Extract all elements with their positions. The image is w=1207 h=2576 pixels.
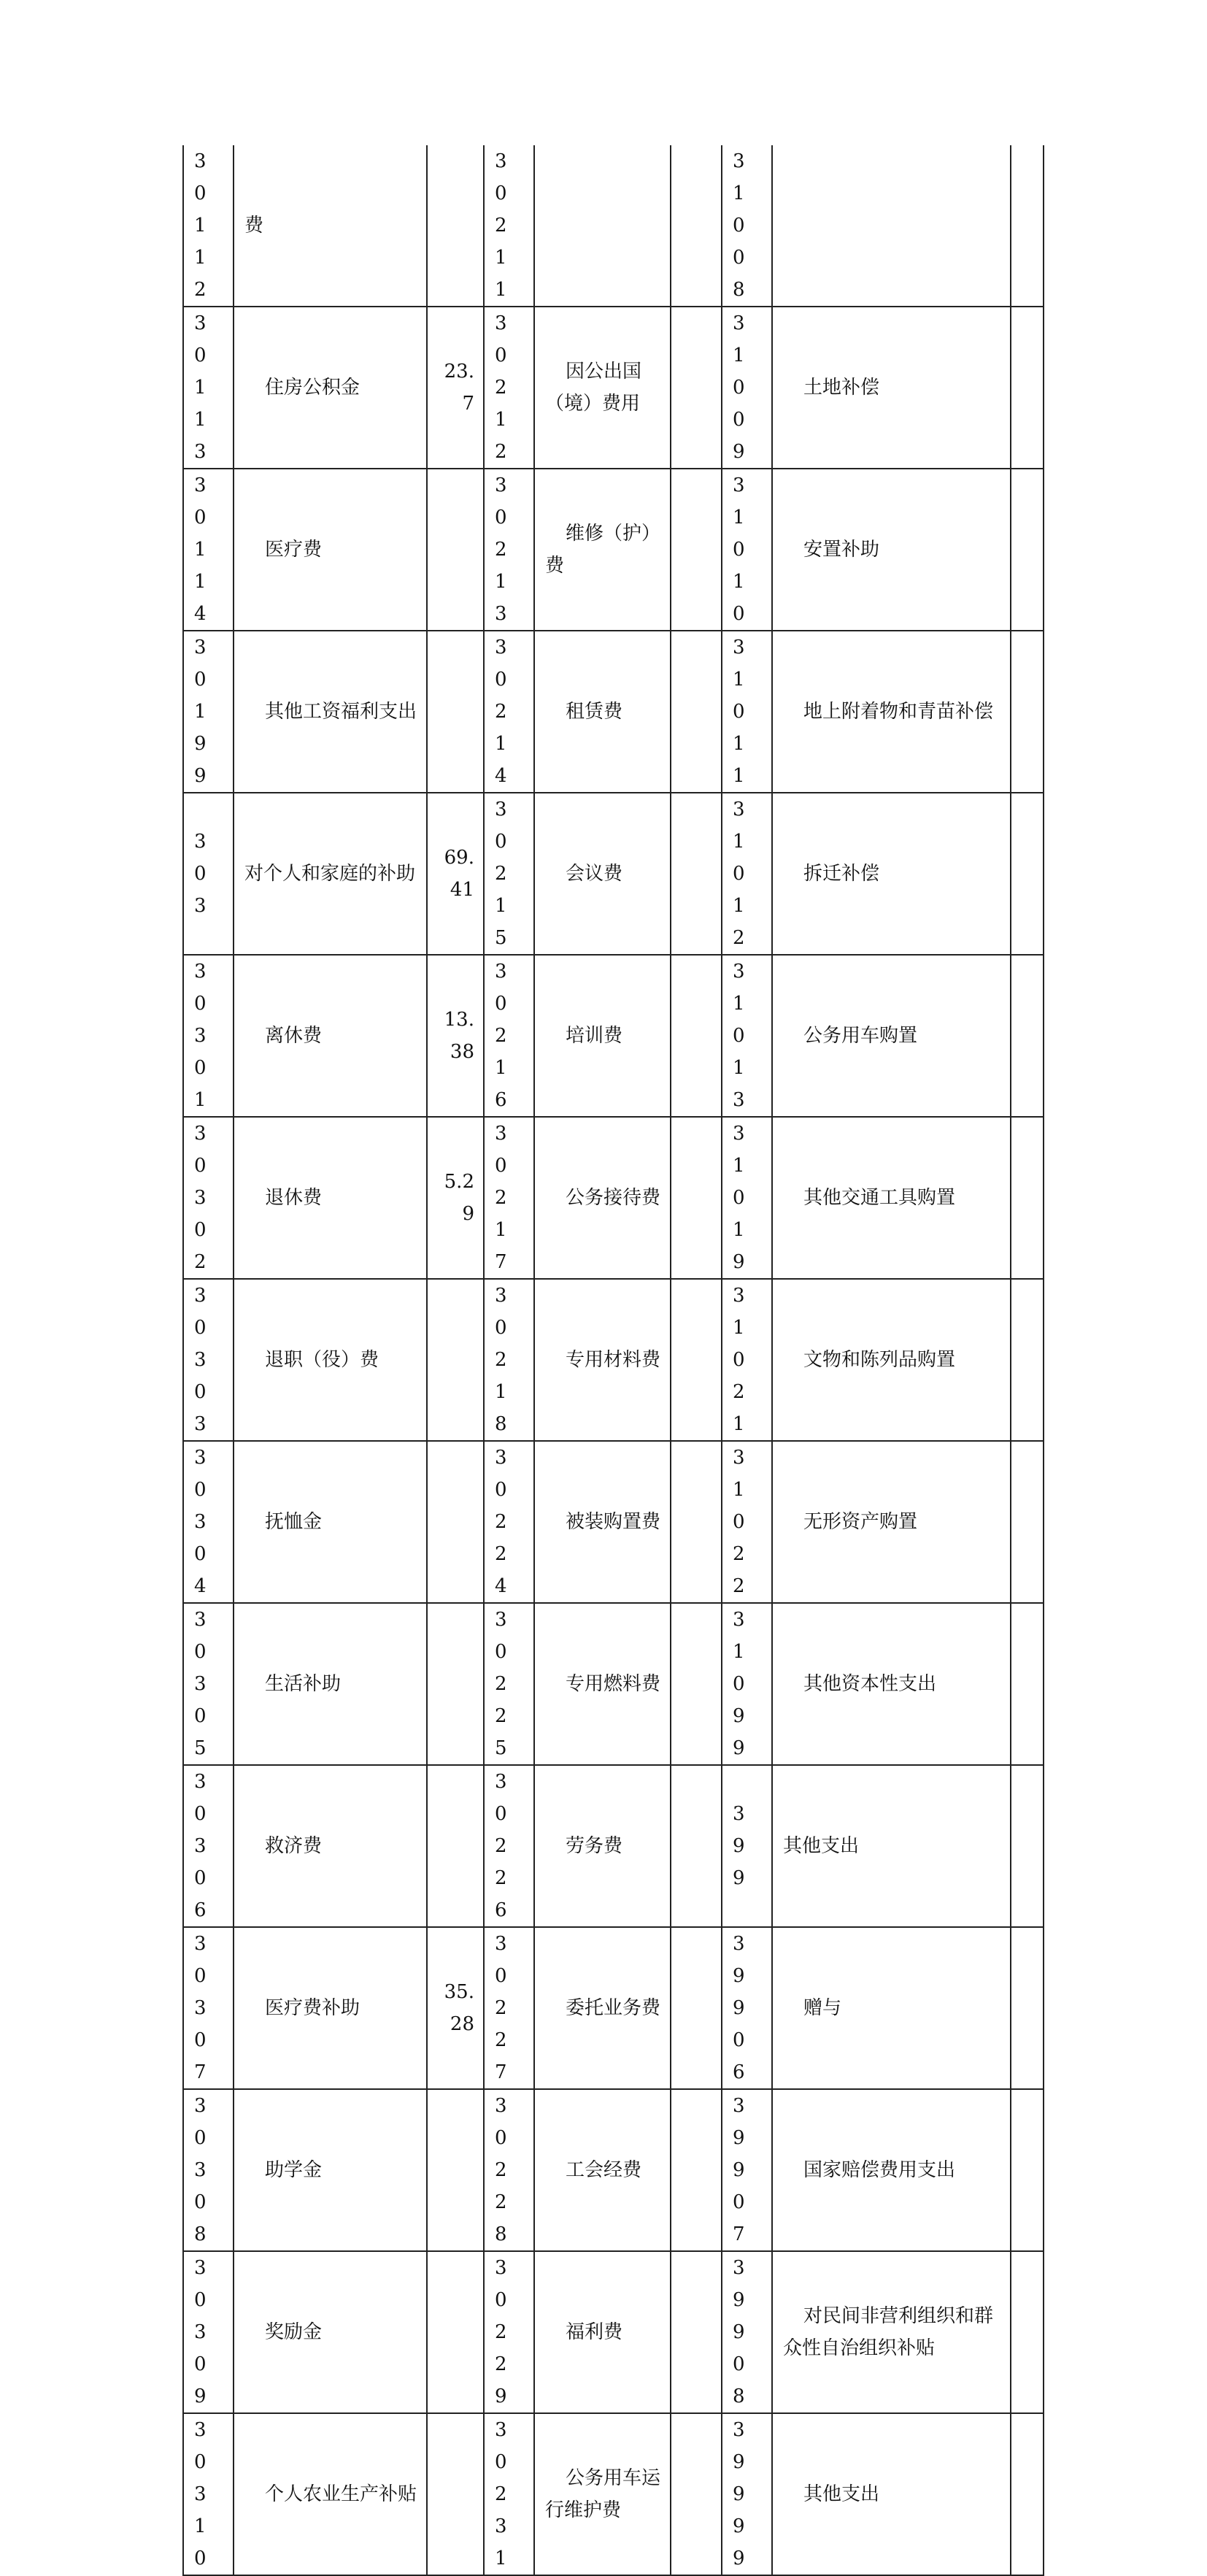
- item-name-text: 公务接待费: [566, 1187, 661, 1209]
- item-name-cell: [772, 1765, 1011, 1927]
- code-text: 30213: [495, 474, 508, 625]
- code-cell: [722, 469, 772, 631]
- item-name-cell: [234, 1765, 427, 1927]
- item-name-cell: [534, 793, 671, 955]
- amount-cell: [427, 2089, 484, 2251]
- code-cell: [722, 631, 772, 793]
- amount-cell: [671, 1117, 722, 1279]
- code-text: 31008: [733, 150, 746, 301]
- item-name-cell: [234, 793, 427, 955]
- amount-cell: [671, 469, 722, 631]
- amount-cell: [427, 1279, 484, 1441]
- item-name-text: 维修（护）费: [545, 523, 661, 577]
- code-text: 30225: [495, 1609, 508, 1759]
- amount-text: 5.29: [444, 1171, 474, 1225]
- item-name-text: 租赁费: [566, 701, 623, 723]
- code-text: 39906: [733, 1933, 746, 2083]
- item-name-cell: [534, 1279, 671, 1441]
- amount-cell: [671, 1603, 722, 1765]
- item-name-text: 退休费: [265, 1187, 323, 1209]
- code-text: 30215: [495, 799, 508, 949]
- item-name-text: 委托业务费: [566, 1997, 661, 2019]
- table-row: [183, 2413, 1044, 2575]
- item-name-cell: [772, 2251, 1011, 2413]
- code-text: 39908: [733, 2257, 746, 2407]
- item-name-cell: [772, 793, 1011, 955]
- code-cell: [484, 2413, 534, 2575]
- amount-cell: [671, 1441, 722, 1603]
- item-name-cell: [534, 307, 671, 469]
- item-name-cell: [772, 145, 1011, 307]
- table-row: [183, 1765, 1044, 1927]
- code-text: 30306: [194, 1771, 207, 1921]
- item-name-text: 拆迁补偿: [803, 863, 880, 885]
- code-cell: [722, 1603, 772, 1765]
- item-name-cell: [772, 1603, 1011, 1765]
- amount-text: 35.28: [444, 1981, 474, 2035]
- code-cell: [484, 307, 534, 469]
- amount-cell: [671, 1765, 722, 1927]
- amount-cell: [671, 2413, 722, 2575]
- code-cell: [484, 955, 534, 1117]
- code-text: 30303: [194, 1285, 207, 1435]
- item-name-text: 会议费: [566, 863, 623, 885]
- item-name-text: 因公出国（境）费用: [545, 361, 642, 415]
- amount-cell: [427, 2251, 484, 2413]
- amount-cell: [427, 1603, 484, 1765]
- item-name-cell: [534, 2413, 671, 2575]
- table-row: [183, 1117, 1044, 1279]
- item-name-cell: [234, 1927, 427, 2089]
- item-name-text: 地上附着物和青苗补偿: [803, 701, 994, 723]
- code-text: 30212: [495, 312, 508, 463]
- code-cell: [183, 2089, 234, 2251]
- code-cell: [722, 1927, 772, 2089]
- item-name-cell: [234, 1441, 427, 1603]
- item-name-cell: [534, 631, 671, 793]
- code-cell: [183, 631, 234, 793]
- code-cell: [484, 1927, 534, 2089]
- code-text: 30214: [495, 637, 508, 787]
- item-name-cell: [534, 2251, 671, 2413]
- item-name-cell: [772, 2089, 1011, 2251]
- amount-cell: [427, 145, 484, 307]
- code-text: 30302: [194, 1123, 207, 1273]
- item-name-text: 公务用车购置: [803, 1025, 918, 1047]
- item-name-text: 对民间非营利组织和群众性自治组织补贴: [783, 2305, 994, 2359]
- item-name-cell: [534, 469, 671, 631]
- item-name-cell: [772, 1279, 1011, 1441]
- amount-cell: [1011, 469, 1044, 631]
- code-text: 31021: [733, 1285, 746, 1435]
- table-row: [183, 955, 1044, 1117]
- code-text: 30113: [194, 312, 207, 463]
- item-name-cell: [534, 955, 671, 1117]
- code-cell: [484, 145, 534, 307]
- amount-cell: [1011, 1603, 1044, 1765]
- code-text: 30309: [194, 2257, 207, 2407]
- code-cell: [484, 2089, 534, 2251]
- table-row: [183, 1927, 1044, 2089]
- item-name-text: 公务用车运行维护费: [545, 2467, 661, 2521]
- code-cell: [722, 955, 772, 1117]
- code-cell: [183, 1927, 234, 2089]
- code-cell: [484, 631, 534, 793]
- item-name-text: 赠与: [803, 1997, 842, 2019]
- code-text: 30216: [495, 961, 508, 1111]
- item-name-text: 土地补偿: [803, 377, 880, 399]
- amount-cell: [671, 307, 722, 469]
- code-cell: [484, 1765, 534, 1927]
- amount-text: 13.38: [444, 1009, 474, 1063]
- amount-cell: [427, 1441, 484, 1603]
- code-cell: [722, 1279, 772, 1441]
- amount-cell: [671, 1927, 722, 2089]
- amount-cell: [427, 631, 484, 793]
- item-name-cell: [234, 145, 427, 307]
- item-name-text: 医疗费: [265, 539, 323, 561]
- code-text: 399: [733, 1803, 746, 1889]
- amount-cell: [1011, 307, 1044, 469]
- item-name-text: 住房公积金: [265, 377, 360, 399]
- item-name-cell: [234, 1603, 427, 1765]
- item-name-text: 劳务费: [566, 1835, 623, 1857]
- amount-cell: [1011, 955, 1044, 1117]
- code-text: 31019: [733, 1123, 746, 1273]
- item-name-cell: [534, 1441, 671, 1603]
- code-text: 31013: [733, 961, 746, 1111]
- item-name-cell: [772, 1117, 1011, 1279]
- item-name-cell: [534, 1603, 671, 1765]
- amount-cell: [427, 1117, 484, 1279]
- code-cell: [722, 793, 772, 955]
- item-name-cell: [534, 1765, 671, 1927]
- amount-cell: [671, 955, 722, 1117]
- code-cell: [484, 1279, 534, 1441]
- item-name-text: 国家赔偿费用支出: [803, 2159, 956, 2181]
- item-name-text: 其他工资福利支出: [265, 701, 417, 723]
- table-row: [183, 307, 1044, 469]
- item-name-text: 其他支出: [783, 1835, 860, 1857]
- item-name-cell: [234, 1117, 427, 1279]
- amount-cell: [1011, 145, 1044, 307]
- item-name-text: 其他支出: [803, 2483, 880, 2505]
- item-name-cell: [234, 631, 427, 793]
- amount-cell: [1011, 2413, 1044, 2575]
- code-text: 30308: [194, 2095, 207, 2245]
- amount-cell: [1011, 793, 1044, 955]
- item-name-text: 其他资本性支出: [803, 1673, 937, 1695]
- table-body: [183, 145, 1044, 2575]
- amount-cell: [671, 2089, 722, 2251]
- item-name-text: 专用燃料费: [566, 1673, 661, 1695]
- item-name-cell: [772, 631, 1011, 793]
- item-name-cell: [234, 2413, 427, 2575]
- item-name-text: 福利费: [566, 2321, 623, 2343]
- amount-cell: [427, 793, 484, 955]
- table-row: [183, 2251, 1044, 2413]
- amount-cell: [1011, 1117, 1044, 1279]
- table-row: [183, 1603, 1044, 1765]
- amount-cell: [1011, 631, 1044, 793]
- item-name-text: 专用材料费: [566, 1349, 661, 1371]
- code-cell: [722, 2251, 772, 2413]
- item-name-cell: [772, 307, 1011, 469]
- item-name-text: 工会经费: [566, 2159, 642, 2181]
- item-name-cell: [772, 2413, 1011, 2575]
- code-text: 30226: [495, 1771, 508, 1921]
- code-text: 39907: [733, 2095, 746, 2245]
- item-name-cell: [234, 955, 427, 1117]
- amount-cell: [1011, 2251, 1044, 2413]
- code-text: 30231: [495, 2419, 508, 2569]
- code-cell: [722, 1765, 772, 1927]
- item-name-text: 安置补助: [803, 539, 880, 561]
- code-text: 31022: [733, 1447, 746, 1597]
- code-text: 30304: [194, 1447, 207, 1597]
- amount-cell: [1011, 1765, 1044, 1927]
- item-name-text: 助学金: [265, 2159, 323, 2181]
- code-cell: [183, 2413, 234, 2575]
- amount-cell: [1011, 1441, 1044, 1603]
- table-row: [183, 1279, 1044, 1441]
- item-name-text: 退职（役）费: [265, 1349, 379, 1371]
- code-text: 30310: [194, 2419, 207, 2569]
- item-name-text: 个人农业生产补贴: [265, 2483, 417, 2505]
- amount-cell: [671, 145, 722, 307]
- item-name-text: 抚恤金: [265, 1511, 323, 1533]
- item-name-text: 文物和陈列品购置: [803, 1349, 956, 1371]
- code-cell: [183, 955, 234, 1117]
- item-name-text: 培训费: [566, 1025, 623, 1047]
- code-cell: [722, 307, 772, 469]
- amount-text: 23.7: [444, 361, 474, 415]
- amount-cell: [427, 1927, 484, 2089]
- code-text: 30301: [194, 961, 207, 1111]
- table-row: [183, 631, 1044, 793]
- item-name-text: 生活补助: [265, 1673, 342, 1695]
- amount-cell: [671, 2251, 722, 2413]
- code-text: 31009: [733, 312, 746, 463]
- code-cell: [484, 1117, 534, 1279]
- code-cell: [484, 1441, 534, 1603]
- code-text: 30305: [194, 1609, 207, 1759]
- code-cell: [484, 2251, 534, 2413]
- code-text: 31010: [733, 474, 746, 625]
- code-cell: [722, 2089, 772, 2251]
- code-text: 30228: [495, 2095, 508, 2245]
- code-text: 30112: [194, 150, 207, 301]
- code-text: 30217: [495, 1123, 508, 1273]
- code-text: 31099: [733, 1609, 746, 1759]
- item-name-cell: [772, 1441, 1011, 1603]
- item-name-cell: [234, 2251, 427, 2413]
- code-text: 30229: [495, 2257, 508, 2407]
- item-name-cell: [234, 2089, 427, 2251]
- code-text: 30199: [194, 637, 207, 787]
- code-text: 30211: [495, 150, 508, 301]
- item-name-text: 奖励金: [265, 2321, 323, 2343]
- amount-cell: [1011, 1279, 1044, 1441]
- amount-cell: [1011, 2089, 1044, 2251]
- item-name-text: 对个人和家庭的补助: [244, 863, 416, 885]
- code-cell: [722, 1441, 772, 1603]
- amount-cell: [671, 793, 722, 955]
- table-row: [183, 1441, 1044, 1603]
- item-name-cell: [772, 955, 1011, 1117]
- code-cell: [183, 307, 234, 469]
- amount-cell: [671, 631, 722, 793]
- code-cell: [722, 2413, 772, 2575]
- item-name-cell: [534, 2089, 671, 2251]
- item-name-cell: [534, 145, 671, 307]
- amount-cell: [1011, 1927, 1044, 2089]
- amount-cell: [427, 307, 484, 469]
- amount-cell: [427, 2413, 484, 2575]
- item-name-text: 救济费: [265, 1835, 323, 1857]
- item-name-text: 费: [244, 215, 264, 237]
- item-name-cell: [534, 1927, 671, 2089]
- code-cell: [183, 145, 234, 307]
- amount-cell: [671, 1279, 722, 1441]
- table-row: [183, 469, 1044, 631]
- code-cell: [484, 793, 534, 955]
- amount-text: 69.41: [444, 847, 474, 901]
- table-row: [183, 2089, 1044, 2251]
- code-text: 30307: [194, 1933, 207, 2083]
- item-name-cell: [234, 469, 427, 631]
- code-cell: [183, 2251, 234, 2413]
- item-name-cell: [234, 307, 427, 469]
- code-text: 303: [194, 831, 207, 917]
- code-cell: [183, 1765, 234, 1927]
- code-text: 30114: [194, 474, 207, 625]
- item-name-cell: [534, 1117, 671, 1279]
- code-cell: [183, 793, 234, 955]
- amount-cell: [427, 1765, 484, 1927]
- item-name-cell: [772, 469, 1011, 631]
- code-text: 31012: [733, 799, 746, 949]
- budget-table: [182, 145, 1044, 2576]
- code-cell: [484, 1603, 534, 1765]
- item-name-text: 无形资产购置: [803, 1511, 918, 1533]
- code-text: 31011: [733, 637, 746, 787]
- item-name-text: 其他交通工具购置: [803, 1187, 956, 1209]
- code-text: 30218: [495, 1285, 508, 1435]
- item-name-text: 医疗费补助: [265, 1997, 360, 2019]
- code-text: 30227: [495, 1933, 508, 2083]
- code-cell: [183, 1441, 234, 1603]
- code-cell: [183, 1117, 234, 1279]
- code-text: 30224: [495, 1447, 508, 1597]
- table-row: [183, 793, 1044, 955]
- code-cell: [183, 469, 234, 631]
- code-cell: [722, 145, 772, 307]
- amount-cell: [427, 955, 484, 1117]
- code-text: 39999: [733, 2419, 746, 2569]
- code-cell: [183, 1603, 234, 1765]
- code-cell: [183, 1279, 234, 1441]
- item-name-cell: [772, 1927, 1011, 2089]
- item-name-text: 离休费: [265, 1025, 323, 1047]
- table-row: [183, 145, 1044, 307]
- code-cell: [484, 469, 534, 631]
- code-cell: [722, 1117, 772, 1279]
- item-name-cell: [234, 1279, 427, 1441]
- amount-cell: [427, 469, 484, 631]
- item-name-text: 被装购置费: [566, 1511, 661, 1533]
